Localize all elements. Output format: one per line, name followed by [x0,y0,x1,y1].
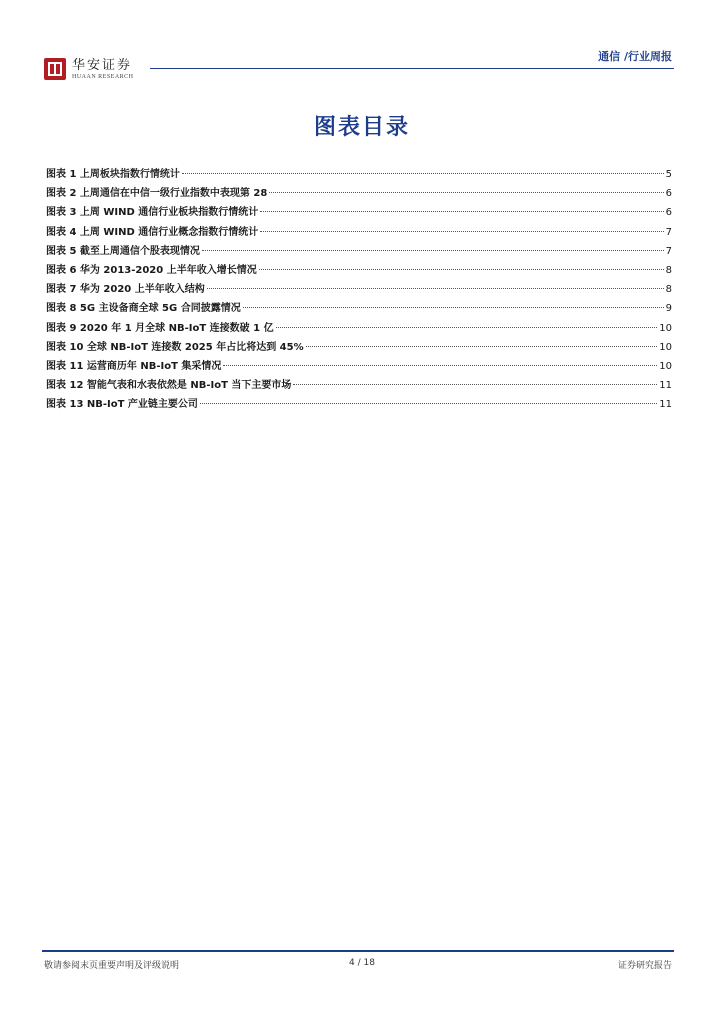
toc-entry-label: 图表 5 截至上周通信个股表现情况 [46,245,200,257]
toc-entry-page: 10 [659,360,672,372]
toc-entry-label: 图表 8 5G 主设备商全球 5G 合同披露情况 [46,303,241,315]
toc-entry-page: 8 [665,284,672,296]
dot-leader [293,384,657,385]
company-logo [44,58,134,82]
dot-leader [202,250,664,251]
dot-leader [243,307,664,308]
toc-entry[interactable] [46,299,672,318]
report-type: 证券研究报告 [617,961,672,971]
toc-entry[interactable] [46,395,672,414]
toc-entry[interactable] [46,165,672,184]
toc-entry-page: 5 [665,169,672,180]
toc-entry[interactable] [46,261,672,280]
toc-entry-label: 图表 6 华为 2013-2020 上半年收入增长情况 [46,264,257,276]
toc-entry-page: 10 [659,322,672,334]
footer-disclaimer: 敬请参阅末页重要声明及评级说明 [44,961,180,971]
toc-entry-label: 图表 2 上周通信在中信一级行业指数中表现第 28 [46,188,268,200]
dot-leader [260,231,663,232]
toc-entry-page: 7 [665,245,672,257]
dot-leader [269,192,663,193]
toc-entry[interactable] [46,203,672,222]
toc-entry-label: 图表 13 NB-IoT 产业链主要公司 [46,399,198,411]
toc-entry-page: 10 [659,341,672,353]
toc-entry[interactable] [46,319,672,338]
toc-entry-label: 图表 4 上周 WIND 通信行业概念指数行情统计 [46,226,259,238]
toc-entry[interactable] [46,280,672,299]
toc-entry-page: 6 [665,188,672,200]
dot-leader [182,173,664,174]
logo-chinese-name: 华安证券 [72,58,133,73]
toc-entry-label: 图表 7 华为 2020 上半年收入结构 [46,284,205,296]
toc-entry-page: 7 [665,226,672,238]
dot-leader [207,288,664,289]
toc-entry-label: 图表 1 上周板块指数行情统计 [46,169,180,180]
page-number: 4 / 18 [349,958,375,968]
dot-leader [200,403,657,404]
logo-text [72,58,134,81]
logo-english-name: HUAAN RESEARCH [72,74,134,80]
dot-leader [259,269,664,270]
toc-entry-page: 6 [665,207,672,219]
toc-entry[interactable] [46,376,672,395]
toc-title: 图表目录 [313,114,410,140]
toc-entry-label: 图表 12 智能气表和水表依然是 NB-IoT 当下主要市场 [46,380,292,392]
dot-leader [223,365,657,366]
toc-entry-page: 8 [665,264,672,276]
toc-entry[interactable] [46,184,672,203]
toc-entry[interactable] [46,223,672,242]
toc-entry-label: 图表 9 2020 年 1 月全球 NB-IoT 连接数破 1 亿 [46,322,274,334]
huaan-seal-icon [44,58,66,80]
toc-entry-label: 图表 3 上周 WIND 通信行业板块指数行情统计 [46,207,259,219]
toc-entry[interactable] [46,357,672,376]
dot-leader [260,211,663,212]
table-of-figures [46,165,672,414]
header-divider [150,68,674,69]
toc-entry-page: 9 [665,303,672,315]
toc-entry-page: 11 [659,380,672,392]
toc-entry[interactable] [46,338,672,357]
footer-divider [42,950,674,952]
dot-leader [306,346,658,347]
dot-leader [276,327,658,328]
toc-entry[interactable] [46,242,672,261]
toc-entry-label: 图表 10 全球 NB-IoT 连接数 2025 年占比将达到 45% [46,341,304,353]
toc-entry-page: 11 [659,399,672,411]
toc-entry-label: 图表 11 运营商历年 NB-IoT 集采情况 [46,360,222,372]
report-section-label: 通信 /行业周报 [598,50,672,63]
